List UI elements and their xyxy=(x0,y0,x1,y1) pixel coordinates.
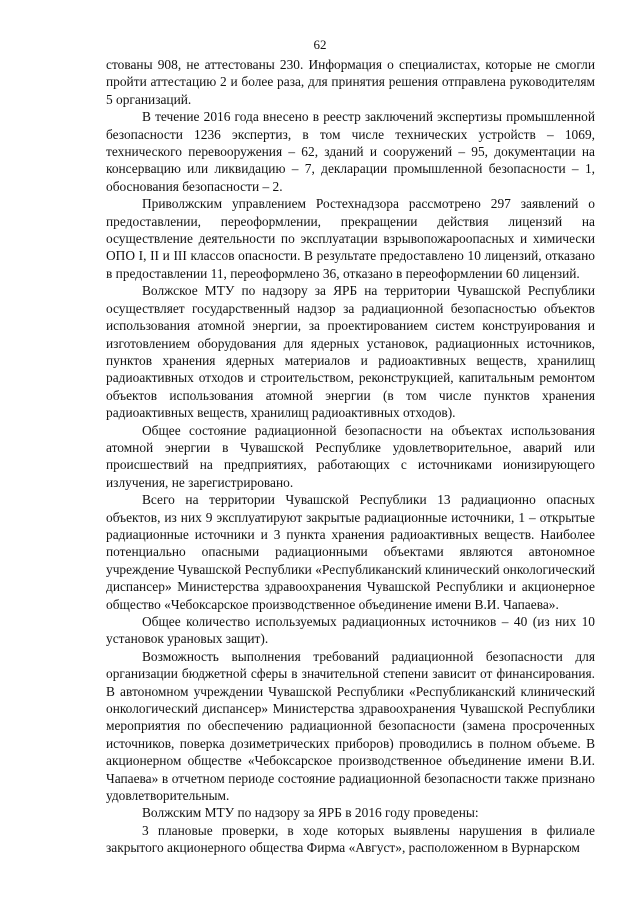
paragraph-radiation-safety-state: Общее состояние радиационной безопасности на объектах использования атомной энергии в Чувашской Республике удовлетворительное, аварий или происшествий на предприятиях, работающих с источниками ионизирующего излучения, не зарегистрировано. xyxy=(106,422,595,490)
paragraph-hazardous-objects: Всего на территории Чувашской Республики 13 радиационно опасных объектов, из них 9 эксплуатируют закрытые радиационные источники, 1 – открытые радиационные источники и 3 пункта хранения радиоактивных веществ. Наиболее потенциально опасными радиационными объектами являются автономное учреждение Чувашской Республики «Республиканский клинический онкологический диспансер» Министерства здравоохранения Чувашской Республики и акционерное общество «Чебоксарское производственное объединение имени В.И. Чапаева». xyxy=(106,492,595,612)
paragraph-budget-requirements: Возможность выполнения требований радиационной безопасности для организации бюджетной сферы в значительной степени зависит от финансирования. В автономном учреждении Чувашской Республики «Республиканский клинический онкологический диспансер» Министерства здравоохранения Чувашской Республики мероприятия по обеспечению радиационной безопасности (замена просроченных источников, поверка дозиметрических приборов) проводились в полном объеме. В акционерном обществе «Чебоксарское производственное объединение имени В.И. Чапаева» в отчетном периоде состояние радиационной безопасности также признано удовлетворительным. xyxy=(106,648,595,804)
paragraph-planned-inspections: 3 плановые проверки, в ходе которых выявлены нарушения в филиале закрытого акционерного общества Фирма «Август», расположенном в Вурнарском xyxy=(106,822,595,856)
paragraph-mtu-supervision: Волжское МТУ по надзору за ЯРБ на территории Чувашской Республики осуществляет государственный надзор за радиационной безопасностью объектов использования атомной энергии, за проектированием систем конструирования и изготовлением оборудования для ядерных установок, радиационных источников, пунктов хранения ядерных материалов и радиоактивных веществ, хранилищ радиоактивных отходов и строительством, реконструкцией, капитальным ремонтом объектов использования атомной энергии (в том числе пунктов хранения радиоактивных веществ, хранилищ радиоактивных отходов). xyxy=(106,283,595,421)
paragraph-licensing: Приволжским управлением Ростехнадзора рассмотрено 297 заявлений о предоставлении, переоформлении, прекращении действия лицензий на осуществление деятельности по эксплуатации взрывопожароопасных и химически ОПО I, II и III классов опасности. В результате предоставлено 10 лицензий, отказано в предоставлении 11, переоформлено 36, отказано в переоформлении 60 лицензий. xyxy=(106,196,595,281)
document-body xyxy=(106,56,595,857)
paragraph-continuation: стованы 908, не аттестованы 230. Информация о специалистах, которые не смогли пройти аттестацию 2 и более раза, для принятия решения отправлена руководителям 5 организаций. xyxy=(106,57,595,107)
page-number: 62 xyxy=(313,37,327,52)
paragraph-expertise-registry: В течение 2016 года внесено в реестр заключений экспертизы промышленной безопасности 1236 экспертиз, в том числе технических устройств – 1069, технического перевооружения – 62, зданий и сооружений – 95, документации на консервацию или ликвидацию – 7, декларации промышленной безопасности – 1, обоснования безопасности – 2. xyxy=(106,109,595,194)
paragraph-inspections-intro: Волжским МТУ по надзору за ЯРБ в 2016 году проведены: xyxy=(142,805,479,821)
paragraph-source-count: Общее количество используемых радиационных источников – 40 (из них 10 установок урановых защит). xyxy=(106,614,595,647)
